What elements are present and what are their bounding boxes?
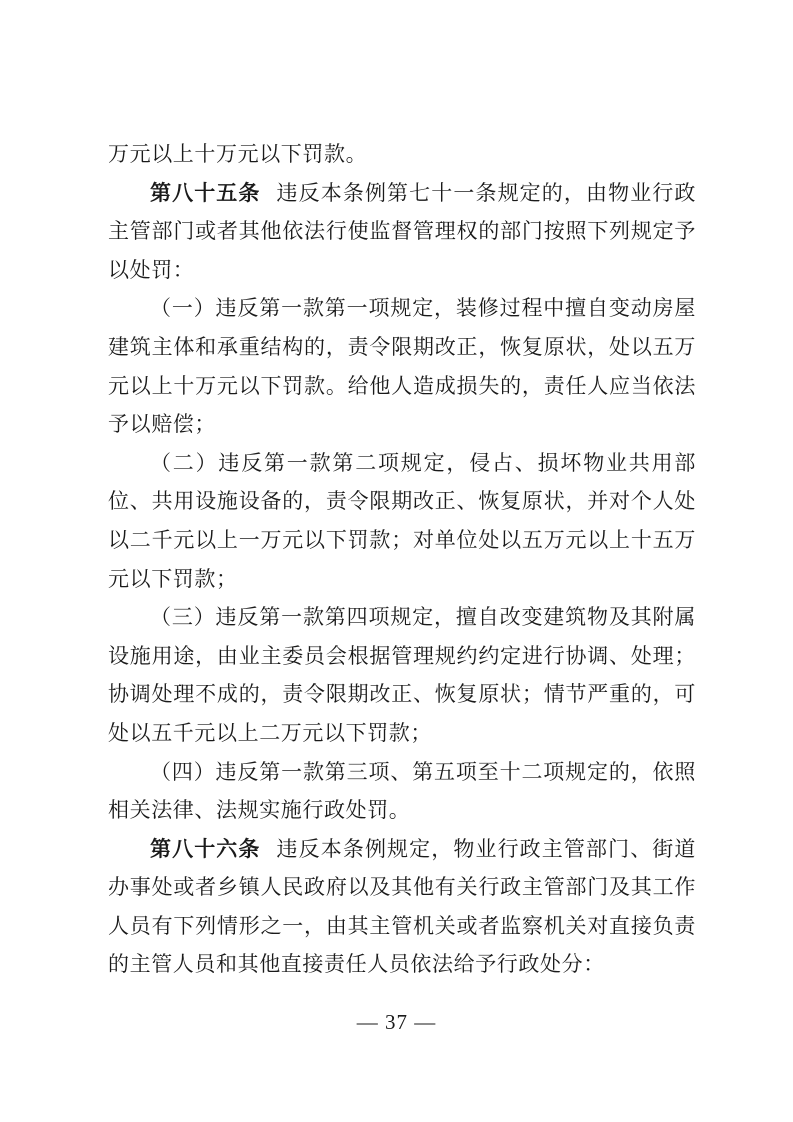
article-86-text: 违反本条例规定，物业行政主管部门、街道办事处或者乡镇人民政府以及其他有关行政主管部门及其工作人员有下列情形之一，由其主管机关或者监察机关对直接负责的主管人员和其他直接责任人员依法给予行政处分： <box>108 836 697 977</box>
item-3: （三）违反第一款第四项规定，擅自改变建筑物及其附属设施用途，由业主委员会根据管理规约约定进行协调、处理；协调处理不成的，责令限期改正、恢复原状；情节严重的，可处以五千元以上二万元以下罚款； <box>108 605 696 745</box>
page-number: — 37 — <box>356 1010 437 1034</box>
document-body <box>108 135 696 984</box>
continuation-text: 万元以上十万元以下罚款。 <box>108 142 368 166</box>
article-86 <box>108 830 696 984</box>
article-85-number: 第八十五条 <box>150 180 261 205</box>
article-85-text: 违反本条例第七十一条规定的，由物业行政主管部门或者其他依法行使监督管理权的部门按照下列规定予以处罚： <box>108 180 697 282</box>
article-86-number: 第八十六条 <box>150 836 261 861</box>
item-4: （四）违反第一款第三项、第五项至十二项规定的，依照相关法律、法规实施行政处罚。 <box>108 759 696 823</box>
item-2: （二）违反第一款第二项规定，侵占、损坏物业共用部位、共用设施设备的，责令限期改正、恢复原状，并对个人处以二千元以上一万元以下罚款；对单位处以五万元以上十五万元以下罚款； <box>108 450 696 591</box>
item-1: （一）违反第一款第一项规定，装修过程中擅自变动房屋建筑主体和承重结构的，责令限期改正，恢复原状，处以五万元以上十万元以下罚款。给他人造成损失的，责任人应当依法予以赔偿； <box>108 296 696 437</box>
article-85 <box>108 174 696 290</box>
